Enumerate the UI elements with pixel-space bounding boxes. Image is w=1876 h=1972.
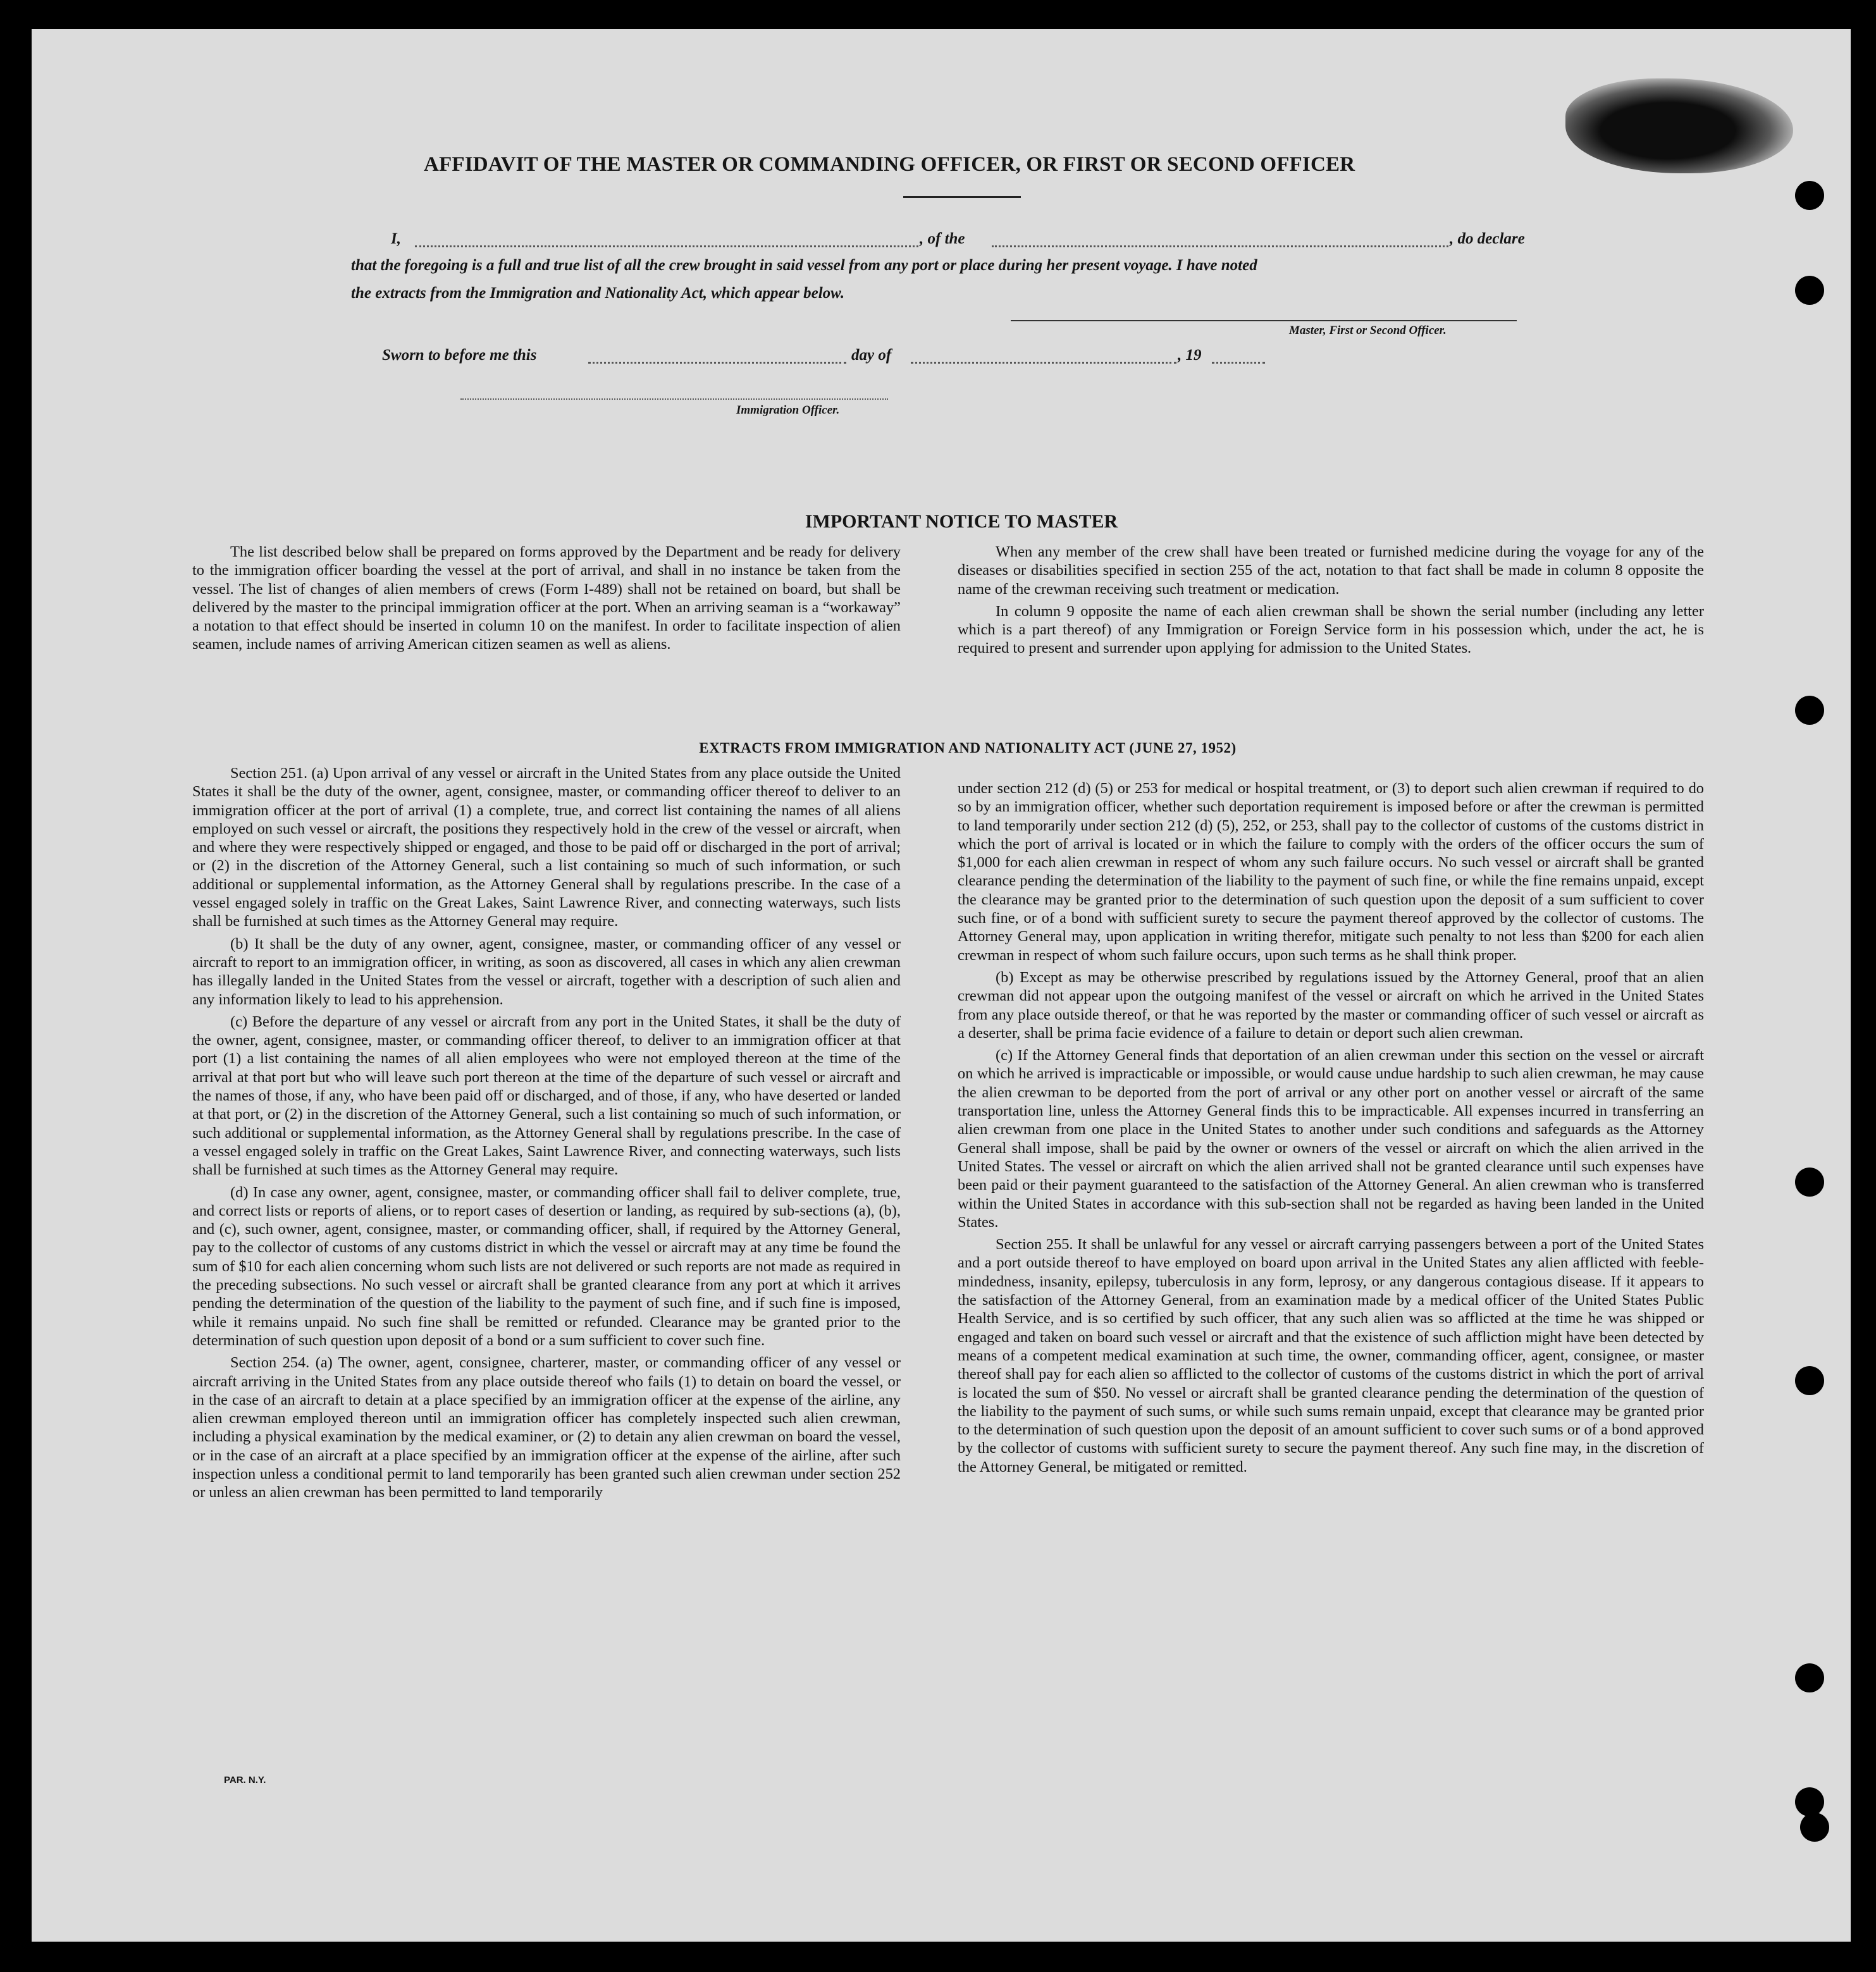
punch-hole: [1795, 276, 1824, 305]
extract-section-251-a: Section 251. (a) Upon arrival of any vessel or aircraft in the United States from any place outside the United States it shall be the duty of the owner, agent, consignee, master, or commanding officer thereof to deliver to an immigration officer at the port of arrival (1) a complete, true, and correct list containing the names of all aliens employed on such vessel or aircraft, the positions they respectively hold in the crew of the vessel or aircraft, when and where they were respectively shipped or engaged, and those to be paid off or discharged in the port of arrival; or (2) in the discretion of the Attorney General, such a list containing so much of such information, or such additional or supplemental information, as the Attorney General shall by regulations prescribe. In the case of a vessel engaged solely in traffic on the Great Lakes, Saint Lawrence River, and connecting waterways, such lists shall be furnished at such times as the Attorney General may require.: [192, 765, 901, 930]
master-signature-line[interactable]: [1011, 320, 1517, 321]
extract-section-251-c: (c) Before the departure of any vessel or aircraft from any port in the United States, it shall be the duty of the owner, agent, consignee, master, or commanding officer thereof, to deliver to an immigration officer at that port (1) a list containing the names of all alien employees who were not employed thereon at the time of the arrival at that port but who will leave such port thereon at the time of the departure of such vessel or aircraft and the names of those, if any, who have been paid off or discharged, and of those, if any, who have deserted or landed at that port, or (2) in the discretion of the Attorney General, such a list containing so much of such information, or such additional or supplemental information, as the Attorney General shall by regulations prescribe. In the case of a vessel engaged solely in traffic on the Great Lakes, Saint Lawrence River, and connecting waterways, such lists shall be furnished at such times as the Attorney General may require.: [192, 1013, 901, 1179]
declarant-name-field[interactable]: [415, 245, 918, 247]
extracts-left-column: [192, 764, 901, 1502]
notice-right-column: [958, 543, 1704, 658]
extract-section-254-a: Section 254. (a) The owner, agent, consignee, charterer, master, or commanding officer of any vessel or aircraft arriving in the United States from any place outside thereof who fails (1) to detain on board the vessel, or in the case of an aircraft to detain at a place specified by an immigration officer at the expense of the airline, any alien crewman employed thereon until an immigration officer has completely inspected such alien crewman, including a physical examination by the medical examiner, or (2) to detain any alien crewman on board the vessel, or in the case of an aircraft at a place specified by an immigration officer at the expense of the airline, after such inspection unless a conditional permit to land temporarily has been granted such alien crewman under section 252 or unless an alien crewman has been permitted to land temporarily: [192, 1354, 901, 1501]
extract-section-254-a-continued: under section 212 (d) (5) or 253 for medical or hospital treatment, or (3) to deport such alien crewman if required to do so by an immigration officer, whether such deportation requirement is imposed before or after the crewman is permitted to land temporarily under section 212 (d) (5), 252, or 253, shall pay to the collector of customs of the customs district in which the port of arrival is located or in which the failure to comply with the orders of the officer occurs the sum of $1,000 for each alien crewman in respect of whom any such failure occurs. No such vessel or aircraft shall be granted clearance pending the determination of the liability to the payment of such fine, or while the fine remains unpaid, except the clearance may be granted prior to the determination of such question upon the deposit of a sum sufficient to cover such fine, or of a bond with sufficient surety to secure the payment thereof approved by the collector of customs. The Attorney General may, upon application in writing therefor, mitigate such penalty to not less than $200 for each alien crewman in respect of whom such failure occurs, upon such terms as he shall think proper.: [958, 780, 1704, 964]
extract-section-254-c: (c) If the Attorney General finds that deportation of an alien crewman under this section on the vessel or aircraft on which he arrived is impracticable or impossible, or would cause undue hardship to such alien crewman, he may cause the alien crewman to be deported from the port of arrival or any other port on another vessel or aircraft of the same transportation line, unless the Attorney General finds this to be impracticable. All expenses incurred in transferring an alien crewman from one place in the United States to another under such conditions and safeguards as the Attorney General shall impose, shall be paid by the owner or owners of the vessel or aircraft on which the alien arrived in the United States. The vessel or aircraft on which the alien arrived shall not be granted clearance until such expenses have been paid or their payment guaranteed to the satisfaction of the Attorney General. An alien crewman who is transferred within the United States in accordance with this sub-section shall not be regarded as having been landed in the United States.: [958, 1047, 1704, 1231]
title-divider: [903, 196, 1021, 198]
declaration-text-line-2: the extracts from the Immigration and Nationality Act, which appear below.: [351, 285, 845, 302]
punch-hole: [1795, 181, 1824, 210]
extracts-right-column: [958, 779, 1704, 1476]
day-of-label: day of: [851, 347, 892, 364]
sworn-year-field[interactable]: [1212, 362, 1265, 364]
extract-section-251-d: (d) In case any owner, agent, consignee, master, or commanding officer shall fail to deliver complete, true, and correct lists or reports of aliens, or to report cases of desertion or landing, as required by sub-sections (a), (b), and (c), such owner, agent, consignee, master, or commanding officer, shall, if required by the Attorney General, pay to the collector of customs of any customs district in which the vessel or aircraft may at any time be found the sum of $10 for each alien concerning whom such lists are not delivered or such reports are not made as required in the preceding subsections. No such vessel or aircraft shall be granted clearance from any port at which it arrives pending the determination of the question of the liability to the payment of such fine, and if such fine is imposed, while it remains unpaid. No such fine shall be remitted or refunded. Clearance may be granted prior to the determination of such question upon deposit of a bond or a sum sufficient to cover such fine.: [192, 1183, 901, 1349]
sworn-label: Sworn to before me this: [382, 347, 537, 364]
extract-section-254-b: (b) Except as may be otherwise prescribed by regulations issued by the Attorney General, proof that an alien crewman did not appear upon the outgoing manifest of the vessel or aircraft on which he arrived in the United States from any place outside thereof, or that he was reported by the master or commanding officer of such vessel or aircraft as a deserter, shall be prima facie evidence of a failure to detain or deport such alien crewman.: [958, 968, 1704, 1042]
extract-section-251-b: (b) It shall be the duty of any owner, agent, consignee, master, or commanding officer of any vessel or aircraft to report to an immigration officer, in writing, as soon as discovered, all cases in which any alien crewman has illegally landed in the United States from the vessel or aircraft, together with a description of such alien and any information likely to lead to his apprehension.: [192, 935, 901, 1008]
extract-section-255: Section 255. It shall be unlawful for any vessel or aircraft carrying passengers between a port of the United States and a port outside thereof to have employed on board upon arrival in the United States any alien afflicted with feeble-mindedness, insanity, epilepsy, tuberculosis in any form, leprosy, or any dangerous contagious disease. If it appears to the satisfaction of the Attorney General, from an examination made by a medical officer of the United States Public Health Service, and is so certified by such officer, that any such alien was so afflicted at the time he was shipped or engaged and taken on board such vessel or aircraft and that the existence of such affliction might have been detected by means of a competent medical examination at such time, the owner, commanding officer, agent, consignee, or master thereof shall pay for each alien so afflicted to the collector of customs of the customs district in which the port of arrival is located the sum of $50. No vessel or aircraft shall be granted clearance pending the determination of the question of the liability to the payment of such sums, or while such sums remain unpaid, except that clearance may be granted prior to the determination of such question upon the deposit of an amount sufficient to cover such sums or of a bond approved by the collector of customs with sufficient surety to secure the payment thereof. Any such fine may, in the discretion of the Attorney General, be mitigated or remitted.: [958, 1236, 1704, 1476]
punch-hole: [1795, 1663, 1824, 1692]
master-signature-label: Master, First or Second Officer.: [1289, 324, 1447, 337]
punch-hole: [1795, 696, 1824, 725]
punch-hole: [1795, 1787, 1824, 1816]
notice-title: IMPORTANT NOTICE TO MASTER: [805, 511, 1118, 532]
declaration-text-line-1: that the foregoing is a full and true list of all the crew brought in said vessel from any port or place during her present voyage. I have noted: [351, 257, 1257, 274]
notice-left-column: [192, 543, 901, 654]
sworn-month-field[interactable]: [911, 362, 1176, 364]
affidavit-title: AFFIDAVIT OF THE MASTER OR COMMANDING OFFICER, OR FIRST OR SECOND OFFICER: [424, 153, 1355, 176]
paper-damage-mark: [1565, 78, 1793, 173]
punch-hole: [1795, 1168, 1824, 1197]
immigration-officer-signature-line[interactable]: [460, 398, 888, 400]
immigration-officer-label: Immigration Officer.: [736, 404, 840, 417]
printer-mark: PAR. N.Y.: [224, 1775, 266, 1785]
declaration-i: I,: [391, 230, 401, 247]
extracts-title: EXTRACTS FROM IMMIGRATION AND NATIONALITY ACT (JUNE 27, 1952): [699, 740, 1237, 756]
notice-right-paragraph-1: When any member of the crew shall have been treated or furnished medicine during the voyage for any of the diseases or disabilities specified in section 255 of the act, notation to that fact shall be made in column 8 opposite the name of the crewman receiving such treatment or medication.: [958, 543, 1704, 598]
punch-hole: [1800, 1813, 1829, 1842]
notice-right-paragraph-2: In column 9 opposite the name of each alien crewman shall be shown the serial number (including any letter which is a part thereof) of any Immigration or Foreign Service form in his possession which, under the act, he is required to present and surrender upon applying for admission to the United States.: [958, 602, 1704, 657]
form-page: [32, 29, 1851, 1942]
year-prefix: , 19: [1178, 347, 1202, 364]
declaration-of-the: , of the: [920, 230, 965, 247]
vessel-name-field[interactable]: [992, 245, 1448, 247]
declaration-do-declare: , do declare: [1450, 230, 1525, 247]
notice-left-paragraph: The list described below shall be prepared on forms approved by the Department and be ready for delivery to the immigration officer boarding the vessel at the port of arrival, and shall in no instance be taken from the vessel. The list of changes of alien members of crews (Form I-489) shall not be retained on board, but shall be delivered by the master to the principal immigration officer at the port. When an arriving seaman is a “workaway” a notation to that effect should be inserted in column 10 on the manifest. In order to facilitate inspection of alien seamen, include names of arriving American citizen seamen as well as aliens.: [192, 543, 901, 653]
punch-hole: [1795, 1366, 1824, 1395]
sworn-day-field[interactable]: [588, 362, 846, 364]
